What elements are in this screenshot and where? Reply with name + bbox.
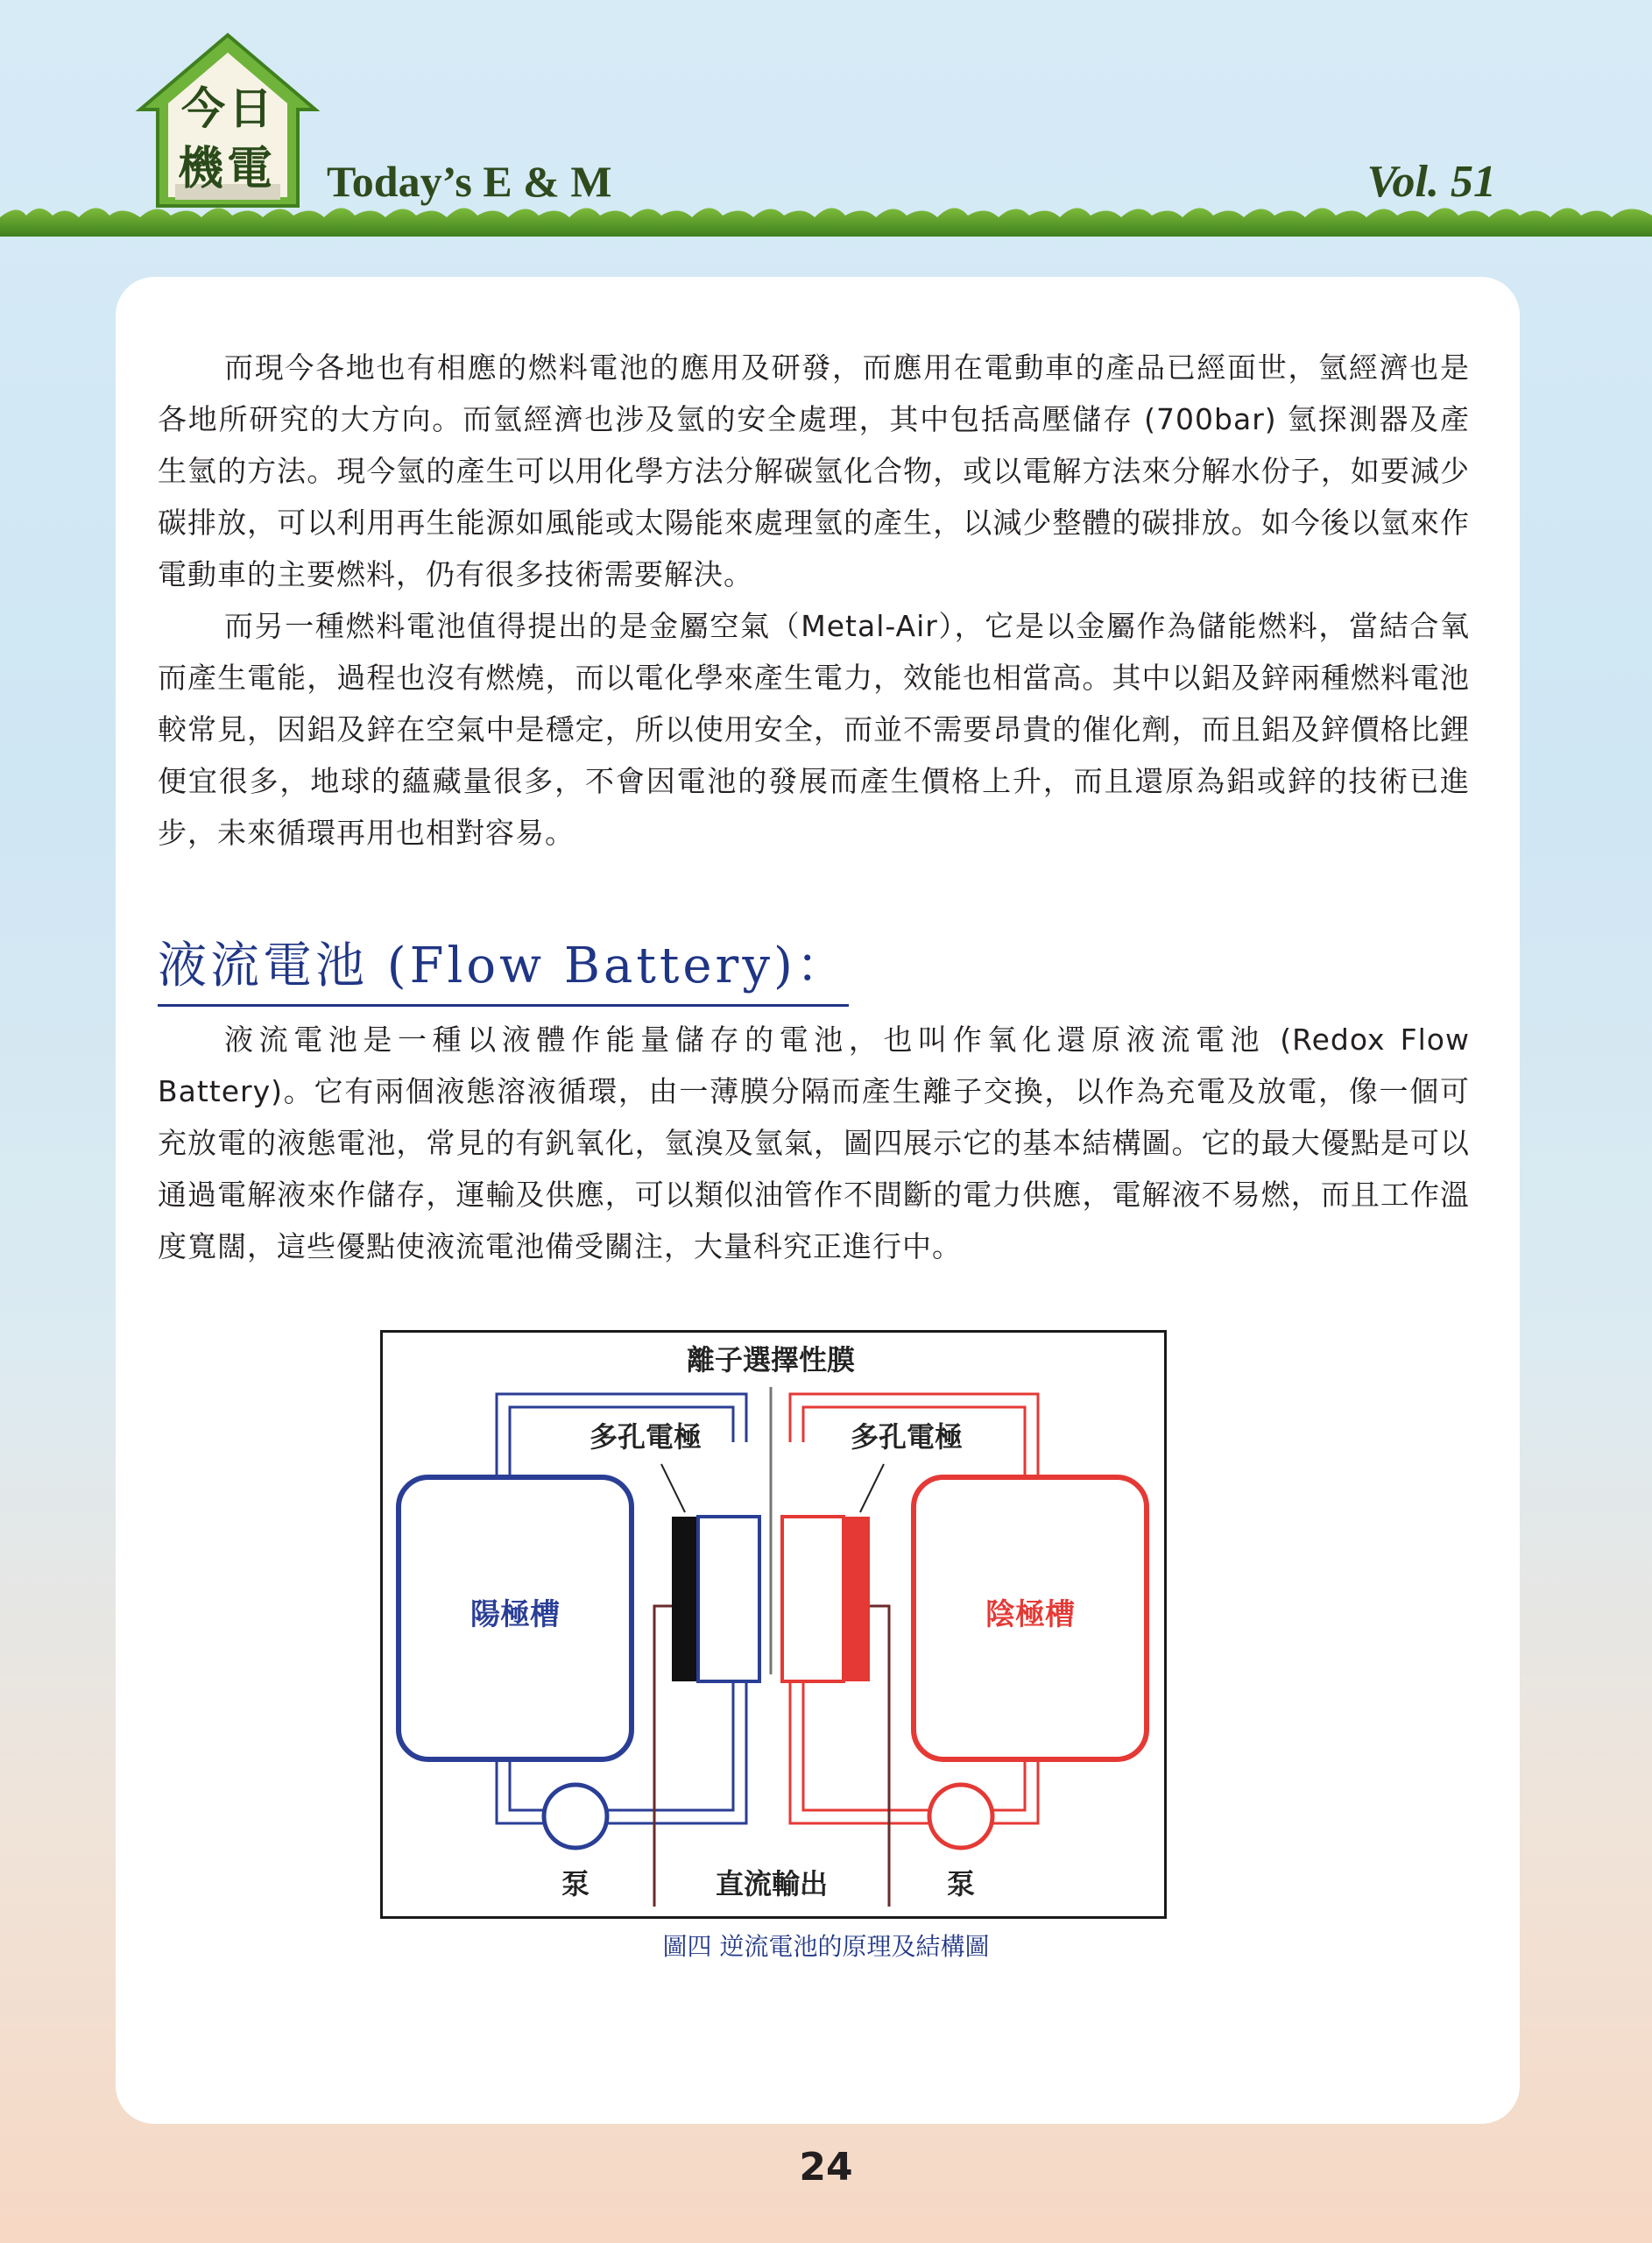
- right-electrode-pointer: [860, 1464, 884, 1512]
- paragraph-flow-battery: 液流電池是一種以液體作能量儲存的電池，也叫作氧化還原液流電池 (Redox Flow Battery)。它有兩個液態溶液循環，由一薄膜分隔而產生離子交換，以作為充電及放電，像一個可充放電的液態電池，常見的有釩氧化，氫溴及氫氣，圖四展示它的基本結構圖。它的最大優點是可以通過電解液來作儲存，運輸及供應，可以類似油管作不間斷的電力供應，電解液不易燃，而且工作溫度寬闊，這些優點使液流電池備受關注，大量科究正進行中。: [158, 1022, 1470, 1263]
- left-electrode-label: 多孔電極: [589, 1420, 702, 1454]
- volume-number: Vol. 51: [1366, 157, 1496, 207]
- dc-output-label: 直流輸出: [715, 1867, 829, 1900]
- paragraph-metal-air: 而另一種燃料電池值得提出的是金屬空氣（Metal-Air），它是以金屬作為儲能燃料，當結合氧而產生電能，過程也沒有燃燒，而以電化學來產生電力，效能也相當高。其中以鋁及鋅兩種燃料電池較常見，因鋁及鋅在空氣中是穩定，所以使用安全，而並不需要昂貴的催化劑，而且鋁及鋅價格比鋰便宜很多，地球的蘊藏量很多，不會因電池的發展而產生價格上升，而且還原為鋁或鋅的技術已進步，未來循環再用也相對容易。: [158, 609, 1470, 850]
- logo-text-bottom: 機電: [178, 142, 277, 195]
- section-heading: 液流電池 (Flow Battery)：: [158, 927, 849, 1007]
- cathode-tank-label: 陰極槽: [985, 1597, 1075, 1632]
- right-pump-icon: [929, 1785, 992, 1848]
- paragraph-hydrogen: 而現今各地也有相應的燃料電池的應用及研發，而應用在電動車的產品已經面世，氫經濟也是各地所研究的大方向。而氫經濟也涉及氫的安全處理，其中包括高壓儲存 (700bar) 氫探測器及產生氫的方法。現今氫的產生可以用化學方法分解碳氫化合物，或以電解方法來分解水份子，如要減少碳排放，可以利用再生能源如風能或太陽能來處理氫的產生，以減少整體的碳排放。如今後以氫來作電動車的主要燃料，仍有很多技術需要解決。: [158, 350, 1470, 591]
- right-electrode-red: [844, 1517, 870, 1681]
- left-pump-icon: [544, 1785, 607, 1848]
- logo-text-top: 今日: [181, 82, 276, 134]
- membrane-label: 離子選擇性膜: [686, 1343, 856, 1376]
- figure-caption: 圖四 逆流電池的原理及結構圖: [662, 1932, 990, 1961]
- page-number: 24: [799, 2145, 853, 2190]
- flow-battery-diagram: [380, 1330, 1167, 1919]
- left-electrode-black: [672, 1517, 698, 1681]
- right-electrode-plate: [782, 1517, 844, 1681]
- page-header: [0, 0, 1652, 237]
- right-electrode-label: 多孔電極: [850, 1420, 964, 1454]
- left-electrode-plate: [698, 1517, 759, 1681]
- left-electrode-pointer: [661, 1464, 685, 1512]
- anode-tank-label: 陽極槽: [470, 1597, 560, 1632]
- right-pump-label: 泵: [946, 1867, 976, 1900]
- magazine-title: Today’s E & M: [327, 157, 612, 206]
- left-pump-label: 泵: [561, 1867, 590, 1900]
